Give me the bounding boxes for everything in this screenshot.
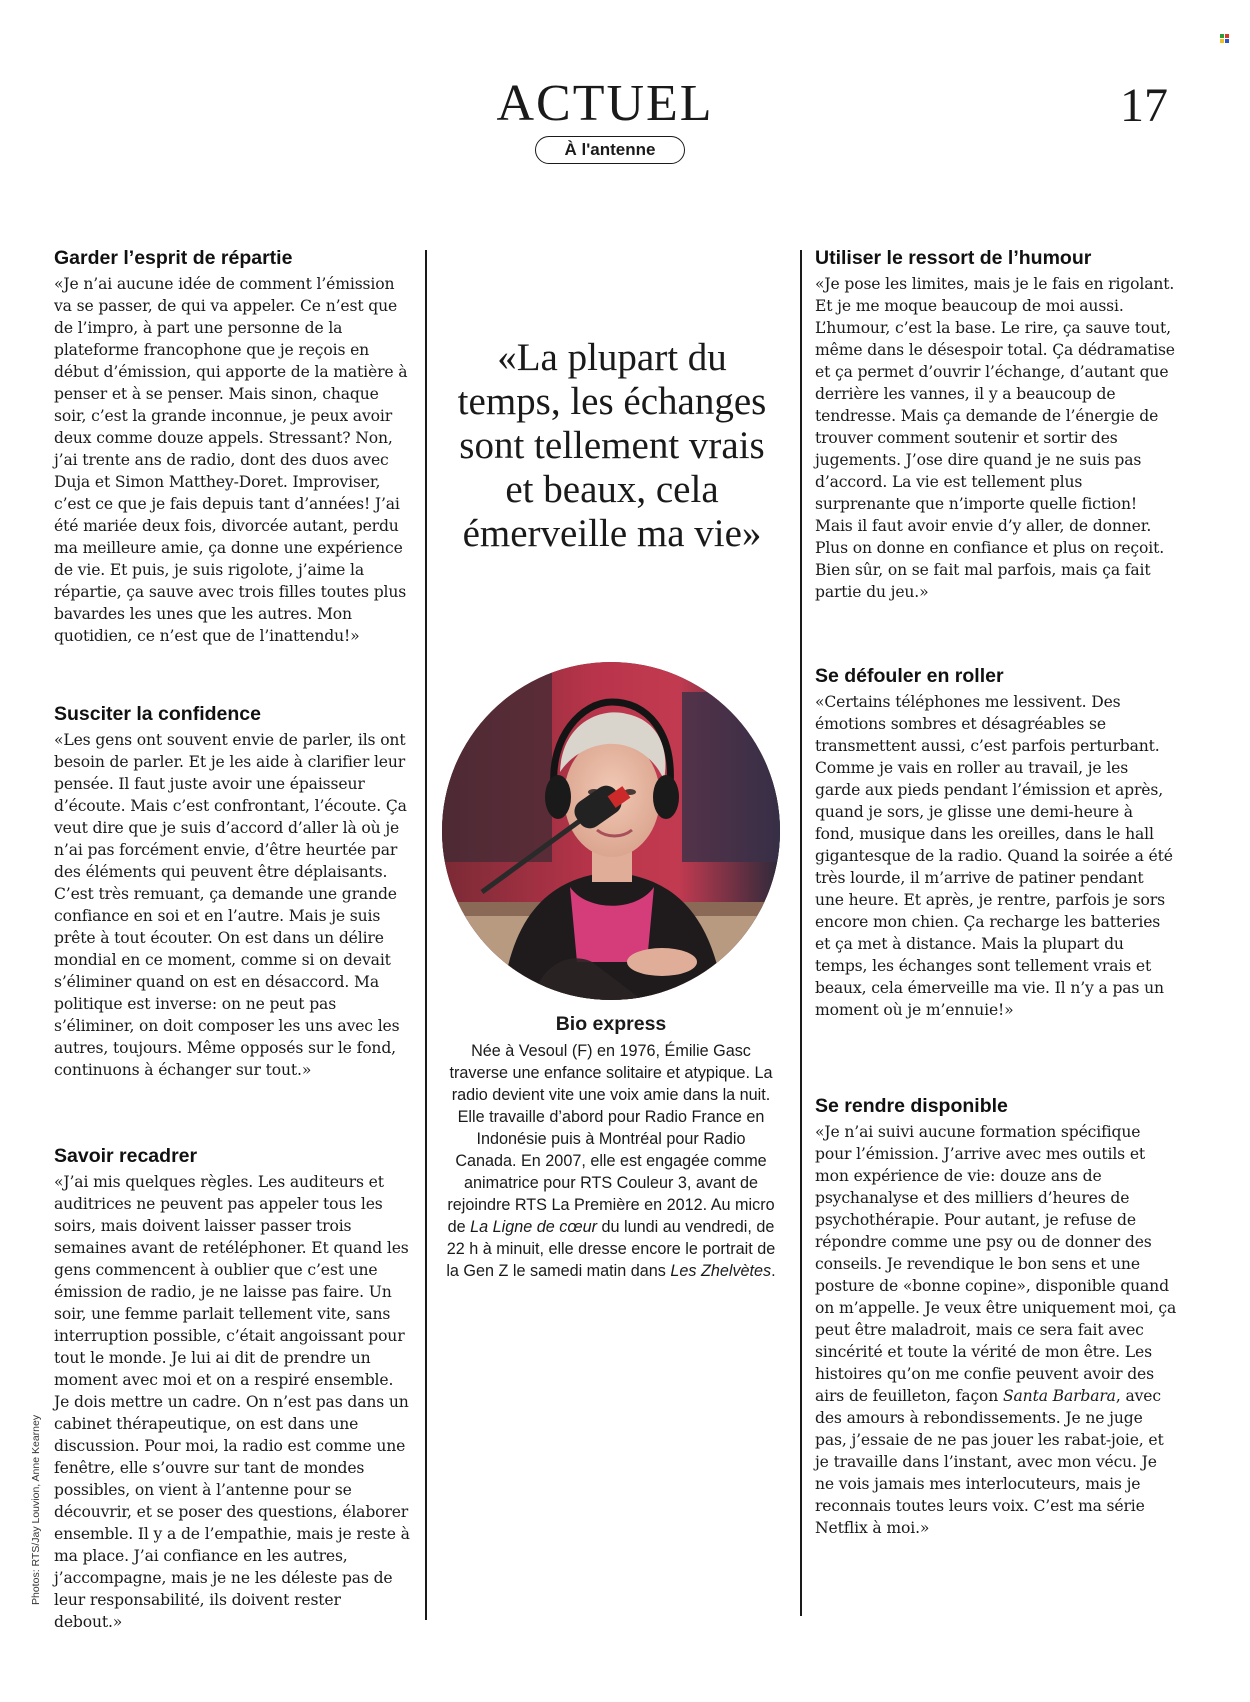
article-section: [815, 664, 1177, 1021]
section-body: «J’ai mis quelques règles. Les auditeurs et auditrices ne peuvent pas appeler tous les soirs, mais doivent laisser passer trois semaines avant de retéléphoner. Et quand les gens commencent à oublier que c’est une émission de radio, je ne laisse pas faire. Un soir, une femme parlait tellement vite, sans interruption possible, c’était angoissant pour tout le monde. Je lui ai dit de prendre un moment avec moi et on a respiré ensemble. Je dois mettre un cadre. On n’est pas dans un cabinet thérapeutique, on est dans une discussion. Pour moi, la radio est comme une fenêtre, elle s’ouvre sur tant de mondes possibles, on vient à l’antenne pour se découvrir, et se poser des questions, élaborer ensemble. Il y a de l’empathie, mais je reste à ma place. J’ai confiance en les autres, j’accompagne, mais je ne les déleste pas de leur responsabilité, ils doivent rester debout.»: [54, 1173, 410, 1631]
article-section: [54, 1144, 412, 1633]
rubric-badge: À l'antenne: [535, 136, 685, 164]
color-mark: [1220, 34, 1230, 44]
article-section: [54, 246, 412, 647]
article-section: [815, 246, 1177, 603]
portrait-photo: [442, 662, 780, 1000]
series-title: Santa Barbara: [1003, 1387, 1116, 1405]
section-heading: Savoir recadrer: [54, 1145, 198, 1167]
section-body: «Je n’ai suivi aucune formation spécifique pour l’émission. J’arrive avec mes outils et mon expérience de vie: douze ans de psychanalyse et des milliers d’heures de psychothérapie. Pour autant, je refuse de répondre comme une psy ou de donner des conseils. Je revendique le bon sens et une posture de «bonne copine», disponible quand on m’appelle. Je veux être uniquement moi, ça peut être maladroit, mais ce sera fait avec sincérité et toute la vérité de mon être. Les histoires qu’on me confie peuvent avoir des airs de feuilleton, façon Santa Barbara, avec des amours à rebondissements. Je ne juge pas, j’essaie de ne pas jouer les rabat-joie, et je travaille dans l’instant, avec mon vécu. Je ne vois jamais mes interlocuteurs, mais je reconnais toutes leurs voix. C’est ma série Netflix à moi.»: [815, 1123, 1177, 1537]
article-section: [54, 702, 412, 1081]
section-body: «Je pose les limites, mais je le fais en rigolant. Et je me moque beaucoup de moi aussi. L’humour, c’est la base. Le rire, ça sauve tout, même dans le désespoir total. Ça dédramatise et ça permet d’ouvrir l’échange, d’autant que derrière les vannes, il y a beaucoup de tendresse. Mais ça demande de l’énergie de trouver comment soutenir et sortir des jugements. J’ose dire quand je ne suis pas d’accord. La vie est tellement plus surprenante que n’importe quelle fiction! Mais il faut avoir envie d’y aller, de donner. Plus on donne en confiance et plus on reçoit. Bien sûr, on se fait mal parfois, mais ça fait partie du jeu.»: [815, 275, 1175, 601]
section-heading: Utiliser le ressort de l’humour: [815, 247, 1092, 269]
bio-text: Née à Vesoul (F) en 1976, Émilie Gasc traverse une enfance solitaire et atypique. La radio devient vite une voix amie dans la nuit. Elle travaille d’abord pour Radio France en Indonésie puis à Montréal pour Radio Canada. En 2007, elle est engagée comme animatrice pour RTS Couleur 3, avant de rejoindre RTS La Première en 2012. Au micro de La Ligne de cœur du lundi au vendredi, de 22 h à minuit, elle dresse encore le portrait de la Gen Z le samedi matin dans Les Zhelvètes.: [446, 1042, 776, 1280]
section-body: «Certains téléphones me lessivent. Des émotions sombres et désagréables se transmettent aussi, c’est parfois perturbant. Comme je vais en roller au travail, je les garde aux pieds pendant l’émission et après, quand je sors, je glisse une demi-heure à fond, musique dans les oreilles, dans le hall gigantesque de la radio. Quand la soirée a été très lourde, il m’arrive de patiner pendant une heure. Et après, je rentre, parfois je sors encore mon chien. Ça recharge les batteries et ça met à distance. Mais la plupart du temps, les échanges sont tellement vrais et beaux, cela émerveille ma vie. Il n’y a pas un moment où je m’ennuie!»: [815, 693, 1173, 1019]
column-rule-right: [800, 250, 802, 1616]
article-section: [815, 1094, 1177, 1539]
section-heading: Susciter la confidence: [54, 703, 261, 725]
show-title: La Ligne de cœur: [470, 1218, 598, 1236]
section-body: «Je n’ai aucune idée de comment l’émission va se passer, de qui va appeler. Ce n’est que de l’impro, à part une personne de la plateforme francophone que je reçois en début d’émission, qui apporte de la matière à penser et à se penser. Mais sinon, chaque soir, c’est la grande inconnue, je peux avoir deux comme douze appels. Stressant? Non, j’ai trente ans de radio, dont des duos avec Duja et Simon Matthey-Doret. Improviser, c’est ce que je fais depuis tant d’années! J’ai été mariée deux fois, divorcée autant, perdu ma meilleure amie, ça donne une expérience de vie. Et puis, je suis rigolote, j’aime la répartie, ça sauve avec trois filles toutes plus bavardes les unes que les autres. Mon quotidien, ce n’est que de l’inattendu!»: [54, 275, 408, 645]
section-heading: Garder l’esprit de répartie: [54, 247, 293, 269]
section-body: «Les gens ont souvent envie de parler, ils ont besoin de parler. Et je les aide à clarifier leur pensée. Il faut juste avoir une épaisseur d’écoute. Mais c’est confrontant, l’écoute. Ça veut dire que je suis d’accord d’aller là où je n’ai pas forcément envie, d’être heurtée par des éléments qui peuvent être déplaisants. C’est très remuant, ça demande une grande confiance en soi et en l’autre. Mais je suis prête à tout écouter. On est dans un délire mondial en ce moment, comme si on devait s’éliminer quand on est en désaccord. Ma politique est inverse: on ne peut pas s’éliminer, on doit composer les uns avec les autres, toujours. Même opposés sur le fond, continuons à échanger sur tout.»: [54, 731, 407, 1079]
bio-heading: Bio express: [555, 1013, 667, 1035]
photo-credit: Photos: RTS/Jay Louvion, Anne Kearney: [30, 1414, 42, 1605]
page-number: 17: [1120, 79, 1168, 132]
section-heading: Se défouler en roller: [815, 665, 1004, 687]
pull-quote: «La plupart du temps, les échanges sont tellement vrais et beaux, cela émerveille ma vie»: [457, 336, 767, 555]
section-title: ACTUEL: [496, 75, 714, 132]
show-title: Les Zhelvètes: [670, 1262, 772, 1280]
section-heading: Se rendre disponible: [815, 1095, 1008, 1117]
bio-box: [446, 1012, 776, 1282]
column-rule-left: [425, 250, 427, 1620]
